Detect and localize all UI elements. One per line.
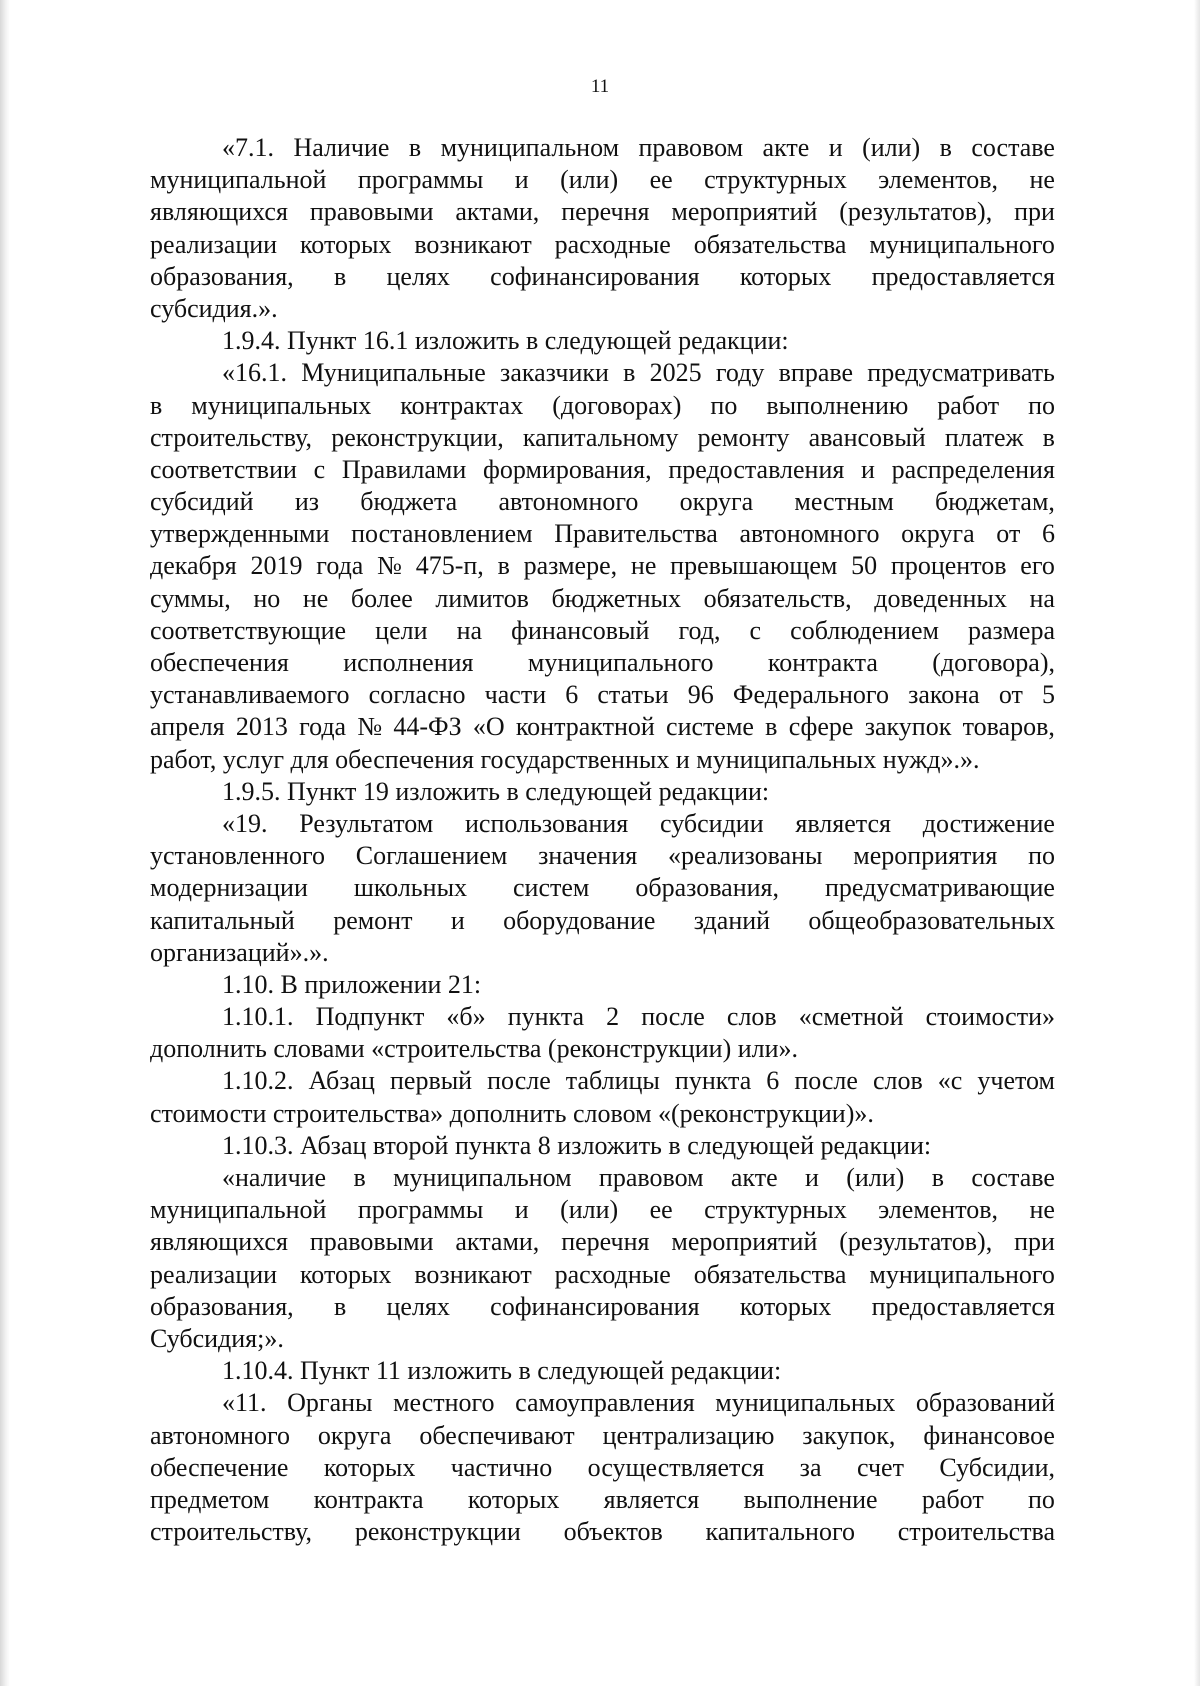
word: не <box>302 583 329 613</box>
word: «б» <box>446 1002 486 1032</box>
word: пункта <box>507 1002 585 1032</box>
word: выполнению <box>766 390 909 420</box>
word: образования, <box>150 261 294 291</box>
word: которых <box>739 261 832 291</box>
word: сфере <box>788 712 854 742</box>
word: муниципального <box>869 229 1055 259</box>
word: (результатов), <box>839 1227 993 1257</box>
word: реконструкции, <box>331 422 504 452</box>
word: правовыми <box>309 197 434 227</box>
word: от <box>998 680 1023 710</box>
text-line <box>150 422 1055 454</box>
word: в <box>353 1163 366 1192</box>
text-line <box>150 679 1055 711</box>
text-line: 1.9.4. Пункт 16.1 изложить в следующей редакции: <box>222 326 789 356</box>
word: соответствующие <box>150 615 347 645</box>
word: вправе <box>778 358 854 388</box>
word: которых <box>299 229 392 259</box>
word: правовом <box>638 133 744 162</box>
word: предусматривающие <box>824 873 1055 903</box>
word: по <box>1028 1484 1055 1514</box>
word: муниципального <box>527 648 714 677</box>
word: которых <box>739 1291 832 1321</box>
word: субсидий <box>150 487 254 517</box>
word: соответствии <box>150 454 297 484</box>
word: на <box>456 615 483 645</box>
word: составе <box>971 133 1055 162</box>
word: 5 <box>1041 680 1055 710</box>
word: и <box>828 133 843 162</box>
word: более <box>350 583 413 613</box>
text-line <box>150 229 1055 261</box>
word: в <box>408 133 422 162</box>
word: слов <box>872 1066 923 1096</box>
word: (договора), <box>932 648 1055 677</box>
word: автономного <box>739 519 880 549</box>
word: структурных <box>704 1195 847 1225</box>
word: муниципальном <box>393 1163 572 1192</box>
word: пункта <box>674 1066 752 1096</box>
word: ее <box>649 165 673 195</box>
word: 2019 <box>250 551 303 581</box>
word: централизацию <box>602 1420 775 1450</box>
word: строительству, <box>150 1517 313 1547</box>
word: (или) <box>560 165 619 195</box>
word: год, <box>678 615 721 645</box>
word: 6 <box>1041 519 1055 549</box>
word: (или) <box>560 1195 619 1225</box>
word: округа <box>679 487 754 517</box>
text-line: 1.10.4. Пункт 11 изложить в следующей редакции: <box>222 1356 782 1386</box>
word: субсидии <box>660 808 764 838</box>
word: Наличие <box>293 133 390 162</box>
word: но <box>253 583 281 613</box>
word: автономного <box>150 1420 290 1450</box>
word: муниципальном <box>440 133 620 162</box>
word: года <box>316 551 364 581</box>
text-line <box>150 1162 1055 1194</box>
word: мероприятия <box>853 841 998 871</box>
word: при <box>1014 1227 1055 1257</box>
text-line: стоимости строительства» дополнить словом «(реконструкции)». <box>150 1098 874 1128</box>
word: муниципальной <box>150 165 327 195</box>
word: самоуправления <box>515 1388 695 1418</box>
word: лимитов <box>435 583 529 613</box>
word: декабря <box>150 551 237 581</box>
word: контракта <box>313 1484 424 1514</box>
text-line <box>150 1452 1055 1484</box>
word: мероприятий <box>671 1227 818 1257</box>
word: муниципального <box>869 1259 1055 1289</box>
word: слов <box>726 1002 777 1032</box>
word: «сметной <box>798 1002 904 1032</box>
word: софинансирования <box>490 1291 700 1321</box>
text-line: дополнить словами «строительства (реконструкции) или». <box>150 1034 799 1064</box>
word: реализации <box>150 229 278 259</box>
word: элементов, <box>878 1195 999 1225</box>
text-line <box>150 905 1055 937</box>
word: правовыми <box>309 1227 434 1257</box>
word: 475-п, <box>415 551 484 581</box>
word: товаров, <box>962 712 1055 742</box>
word: и <box>804 1163 819 1192</box>
word: актами, <box>455 197 540 227</box>
word: году <box>715 358 765 388</box>
word: «О <box>472 712 505 742</box>
word: «с <box>937 1066 963 1096</box>
text-line <box>150 615 1055 647</box>
text-line <box>150 132 1055 164</box>
word: использования <box>465 808 629 838</box>
word: в <box>333 261 347 291</box>
word: и <box>861 454 875 484</box>
word: реализации <box>150 1259 278 1289</box>
word: превышающем <box>670 551 838 581</box>
word: программы <box>357 165 484 195</box>
text-line: 1.9.5. Пункт 19 изложить в следующей редакции: <box>222 776 770 806</box>
word: статьи <box>597 680 669 710</box>
word: является <box>795 808 891 838</box>
word: работ <box>921 1484 984 1514</box>
word: из <box>294 487 320 517</box>
word: обязательства <box>693 229 847 259</box>
word: после <box>794 1066 858 1096</box>
word: 44-ФЗ <box>393 712 462 742</box>
word: зданий <box>693 905 771 935</box>
word: обязательства <box>693 1259 847 1289</box>
word: которых <box>299 1259 392 1289</box>
word: и <box>514 165 529 195</box>
text-line <box>150 261 1055 293</box>
word: № <box>377 551 402 581</box>
text-line <box>150 164 1055 196</box>
word: объектов <box>563 1517 663 1547</box>
text-line <box>150 840 1055 872</box>
word: заказчики <box>500 358 609 388</box>
word: Органы <box>287 1388 373 1418</box>
word: в <box>931 1163 944 1192</box>
word: «16.1. <box>222 358 287 388</box>
word: правовом <box>598 1163 704 1192</box>
word: (или) <box>862 133 921 162</box>
text-line <box>150 1291 1055 1323</box>
word: строительству, <box>150 422 313 452</box>
word: (результатов), <box>839 197 993 227</box>
word: выполнение <box>743 1484 878 1514</box>
text-line <box>150 196 1055 228</box>
word: модернизации <box>150 873 308 903</box>
word: при <box>1014 197 1055 227</box>
word: устанавливаемого <box>150 680 350 710</box>
word: Муниципальные <box>301 358 486 388</box>
text-line <box>150 1420 1055 1452</box>
word: формирования, <box>483 454 652 484</box>
word: в <box>623 358 636 388</box>
text-line: 1.10.3. Абзац второй пункта 8 изложить в следующей редакции: <box>222 1130 932 1160</box>
word: программы <box>357 1195 484 1225</box>
text-line: организаций».». <box>150 937 329 967</box>
word: № <box>357 712 383 742</box>
word: округа <box>901 519 975 549</box>
text-line <box>150 872 1055 904</box>
word: предоставляется <box>871 1291 1055 1321</box>
word: являющихся <box>150 197 288 227</box>
text-line <box>150 454 1055 486</box>
word: обязательств, <box>703 583 852 613</box>
word: достижение <box>922 808 1055 838</box>
word: Правительства <box>554 519 718 549</box>
word: в <box>150 390 163 420</box>
word: предоставляется <box>871 261 1055 291</box>
word: не <box>1029 1195 1055 1225</box>
word: акте <box>762 133 810 162</box>
word: капитальный <box>150 905 295 935</box>
text-line: 1.10. В приложении 21: <box>222 969 482 999</box>
scan-edge-left <box>0 0 10 1686</box>
scan-edge-right <box>1194 0 1200 1686</box>
word: финансовый <box>511 615 650 645</box>
word: по <box>710 390 738 420</box>
word: муниципальной <box>150 1195 327 1225</box>
text-line <box>150 583 1055 615</box>
word: школьных <box>353 873 468 903</box>
text-line <box>150 1226 1055 1258</box>
word: с <box>749 615 762 645</box>
word: постановлением <box>351 519 533 549</box>
word: актами, <box>455 1227 540 1257</box>
word: общеобразовательных <box>808 905 1055 935</box>
word: суммы, <box>150 583 231 613</box>
word: контрактах <box>400 390 524 420</box>
word: софинансирования <box>490 261 700 291</box>
word: частично <box>450 1452 553 1482</box>
word: процентов <box>890 551 1007 581</box>
word: возникают <box>414 1259 532 1289</box>
word: Соглашением <box>355 841 508 871</box>
word: не <box>1029 165 1055 195</box>
word: 2025 <box>649 358 702 388</box>
word: расходные <box>554 229 671 259</box>
word: Абзац <box>308 1066 375 1096</box>
word: бюджетам, <box>935 487 1055 517</box>
word: и <box>514 1195 529 1225</box>
word: 2 <box>606 1002 620 1032</box>
word: предоставления <box>668 454 845 484</box>
word: Субсидии, <box>939 1452 1055 1482</box>
word: с <box>313 454 326 484</box>
text-line <box>150 1194 1055 1226</box>
word: за <box>799 1452 822 1482</box>
word: после <box>641 1002 705 1032</box>
word: в <box>333 1291 347 1321</box>
word: 1.10.2. <box>222 1066 294 1096</box>
word: финансовое <box>923 1420 1055 1450</box>
word: обеспечения <box>150 648 289 677</box>
word: таблицы <box>565 1066 660 1096</box>
word: перечня <box>561 197 650 227</box>
word: местного <box>393 1388 495 1418</box>
word: Подпункт <box>315 1002 425 1032</box>
word: муниципальных <box>191 390 372 420</box>
word: исполнения <box>343 648 474 677</box>
word: части <box>484 680 547 710</box>
word: Федерального <box>732 680 889 710</box>
text-line <box>150 486 1055 518</box>
word: от <box>996 519 1021 549</box>
word: значения <box>538 841 638 871</box>
word: структурных <box>704 165 847 195</box>
text-line: Субсидия;». <box>150 1323 284 1353</box>
word: «7.1. <box>222 133 274 162</box>
word: образования, <box>150 1291 294 1321</box>
word: контракта <box>767 648 878 677</box>
word: и <box>450 905 465 935</box>
word: мероприятий <box>671 197 818 227</box>
word: 1.10.1. <box>222 1002 294 1032</box>
word: оборудование <box>503 905 656 935</box>
word: работ <box>937 390 1000 420</box>
word: установленного <box>150 841 325 871</box>
word: муниципальных <box>715 1388 896 1418</box>
word: автономного <box>498 487 639 517</box>
word: 6 <box>565 680 579 710</box>
word: закупок <box>864 712 952 742</box>
text-line <box>150 1516 1055 1548</box>
word: осуществляется <box>587 1452 765 1482</box>
word: в <box>497 551 510 581</box>
word: бюджетных <box>551 583 681 613</box>
word: является <box>603 1484 700 1514</box>
word: в <box>765 712 778 742</box>
word: его <box>1020 551 1055 581</box>
word: согласно <box>368 680 466 710</box>
word: возникают <box>414 229 532 259</box>
word: образований <box>915 1388 1055 1418</box>
word: капитальному <box>522 422 679 452</box>
word: доведенных <box>874 583 1007 613</box>
word: закона <box>908 680 980 710</box>
word: обеспечивают <box>419 1420 575 1450</box>
text-line <box>150 518 1055 550</box>
word: образования, <box>635 873 779 903</box>
word: перечня <box>561 1227 650 1257</box>
word: которых <box>323 1452 416 1482</box>
text-line <box>150 647 1055 679</box>
word: 96 <box>687 680 714 710</box>
word: соблюдением <box>790 615 939 645</box>
word: акте <box>730 1163 778 1192</box>
word: распределения <box>891 454 1055 484</box>
word: года <box>299 712 347 742</box>
word: на <box>1029 583 1055 613</box>
word: 2013 <box>235 712 288 742</box>
text-line: субсидия.». <box>150 293 278 323</box>
word: целях <box>386 1291 450 1321</box>
word: размере, <box>523 551 618 581</box>
text-line <box>150 1259 1055 1291</box>
text-line <box>150 1484 1055 1516</box>
word: утвержденными <box>150 519 330 549</box>
word: округа <box>317 1420 392 1450</box>
word: первый <box>389 1066 473 1096</box>
word: являющихся <box>150 1227 288 1257</box>
word: Правилами <box>341 454 467 484</box>
text-line: работ, услуг для обеспечения государственных и муниципальных нужд».». <box>150 744 980 774</box>
word: капитального <box>705 1517 855 1547</box>
word: контрактной <box>515 712 655 742</box>
word: элементов, <box>878 165 999 195</box>
word: платеж <box>944 422 1024 452</box>
word: размера <box>968 615 1055 645</box>
text-line <box>150 1387 1055 1419</box>
text-line <box>150 550 1055 582</box>
text-line <box>150 1001 1055 1033</box>
word: цели <box>375 615 428 645</box>
word: местным <box>794 487 894 517</box>
word: ремонту <box>697 422 790 452</box>
word: в <box>939 133 952 162</box>
word: в <box>1042 422 1055 452</box>
word: обеспечение <box>150 1452 289 1482</box>
word: «19. <box>222 808 268 838</box>
word: ремонт <box>333 905 413 935</box>
word: счет <box>856 1452 904 1482</box>
word: системе <box>666 712 754 742</box>
page-number: 11 <box>590 76 610 97</box>
word: предусматривать <box>867 358 1055 388</box>
text-line <box>150 711 1055 743</box>
word: после <box>487 1066 551 1096</box>
word: которых <box>467 1484 560 1514</box>
word: (договорах) <box>552 390 682 420</box>
word: целях <box>386 261 450 291</box>
word: строительства <box>897 1517 1055 1547</box>
word: реконструкции <box>354 1517 521 1547</box>
word: «реализованы <box>668 841 823 871</box>
word: стоимости» <box>925 1002 1055 1032</box>
word: по <box>1028 390 1055 420</box>
word: «наличие <box>222 1163 327 1192</box>
document-body <box>150 132 1055 1548</box>
word: Результатом <box>299 808 434 838</box>
word: по <box>1028 841 1055 871</box>
text-line <box>150 808 1055 840</box>
word: 50 <box>851 551 878 581</box>
word: бюджета <box>360 487 458 517</box>
text-line <box>150 357 1055 389</box>
text-line <box>150 1065 1055 1097</box>
text-line <box>150 390 1055 422</box>
word: закупок, <box>802 1420 896 1450</box>
word: апреля <box>150 712 225 742</box>
word: не <box>630 551 657 581</box>
word: «11. <box>222 1388 267 1418</box>
word: предметом <box>150 1484 270 1514</box>
word: составе <box>971 1163 1055 1192</box>
word: ее <box>649 1195 673 1225</box>
word: (или) <box>846 1163 905 1192</box>
word: 6 <box>766 1066 780 1096</box>
word: авансовый <box>808 422 926 452</box>
word: расходные <box>554 1259 671 1289</box>
word: систем <box>513 873 590 903</box>
word: учетом <box>977 1066 1055 1096</box>
